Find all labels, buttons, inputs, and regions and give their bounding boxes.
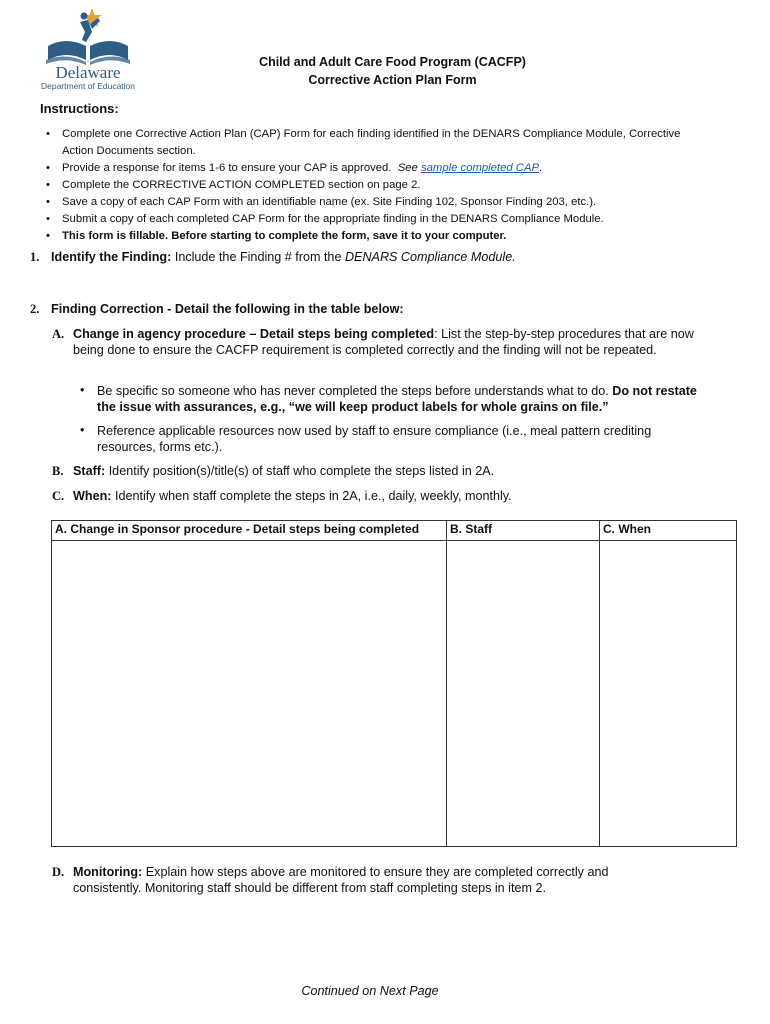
section-number: 2. xyxy=(30,302,40,316)
col-header-procedure: A. Change in Sponsor procedure - Detail steps being completed xyxy=(52,521,447,541)
item-monitoring: Monitoring: Explain how steps above are monitored to ensure they are completed correctly and consistently. Monitoring staff should be different from staff completing steps in item 2. xyxy=(73,865,609,895)
instructions-heading: Instructions: xyxy=(40,101,119,116)
col-header-staff: B. Staff xyxy=(447,521,600,541)
instruction-item: • Provide a response for items 1-6 to ensure your CAP is approved. See sample completed CAP. xyxy=(40,160,700,177)
bullet-dot: • xyxy=(80,383,85,397)
item-staff: Staff: Identify position(s)/title(s) of staff who complete the steps listed in 2A. xyxy=(73,464,495,478)
instruction-item: • Complete the CORRECTIVE ACTION COMPLETED section on page 2. xyxy=(40,177,700,194)
denars-module: DENARS Compliance Module. xyxy=(344,250,516,264)
form-subtitle: Corrective Action Plan Form xyxy=(308,73,477,87)
section-number: 1. xyxy=(30,250,40,264)
logo-text xyxy=(38,64,138,91)
instruction-text: Provide a response for items 1-6 to ensure your CAP is approved. xyxy=(62,162,392,174)
item-when: When: Identify when staff complete the steps in 2A, i.e., daily, weekly, monthly. xyxy=(73,489,512,503)
item-letter: C. xyxy=(52,489,65,503)
instruction-item: • Submit a copy of each completed CAP Form for the appropriate finding in the DENARS Compliance Module. xyxy=(40,211,700,228)
staff-input-cell[interactable] xyxy=(447,541,600,847)
section-identify-finding: Identify the Finding: Include the Finding # from the DENARS Compliance Module. xyxy=(51,250,516,264)
item-letter: D. xyxy=(52,865,65,879)
form-title: Child and Adult Care Food Program (CACFP) xyxy=(259,55,526,69)
table-row xyxy=(52,541,737,847)
bullet-dot: • xyxy=(80,423,85,437)
item-letter: A. xyxy=(52,327,65,341)
bullet-reference-resources: Reference applicable resources now used by staff to ensure compliance (i.e., meal pattern crediting resources, forms etc.). xyxy=(97,424,652,454)
bullet-be-specific: Be specific so someone who has never completed the steps before understands what to do. Do not restate the issue with assurances, e.g., “we will keep product labels for whole grains on file.” xyxy=(97,384,697,414)
col-header-when: C. When xyxy=(600,521,737,541)
instruction-item: • Save a copy of each CAP Form with an identifiable name (ex. Site Finding 102, Sponsor Finding 203, etc.). xyxy=(40,194,700,211)
table-header-row xyxy=(52,521,737,541)
instruction-item: • This form is fillable. Before starting to complete the form, save it to your computer. xyxy=(40,228,700,245)
logo-subtitle: Department of Education xyxy=(40,81,136,91)
instruction-item: • Complete one Corrective Action Plan (CAP) Form for each finding identified in the DENARS Compliance Module, Corrective Action Documents section. xyxy=(40,126,700,160)
item-letter: B. xyxy=(52,464,64,478)
instructions-list xyxy=(40,126,700,245)
instruction-see: See xyxy=(397,162,418,174)
corrective-action-table xyxy=(51,520,737,847)
sample-cap-link[interactable]: sample completed CAP xyxy=(420,162,540,174)
open-book-icon xyxy=(46,41,130,65)
logo-name: Delaware xyxy=(55,63,121,82)
section-finding-correction: Finding Correction - Detail the following in the table below: xyxy=(51,302,404,316)
procedure-input-cell[interactable] xyxy=(52,541,447,847)
when-input-cell[interactable] xyxy=(600,541,737,847)
item-change-procedure: Change in agency procedure – Detail steps being completed: List the step-by-step procedures that are now being done to ensure the CACFP requirement is completed correctly and the finding will not be repeated. xyxy=(73,327,694,357)
section-label: Identify the Finding: xyxy=(51,250,172,264)
continued-footer: Continued on Next Page xyxy=(301,984,439,998)
